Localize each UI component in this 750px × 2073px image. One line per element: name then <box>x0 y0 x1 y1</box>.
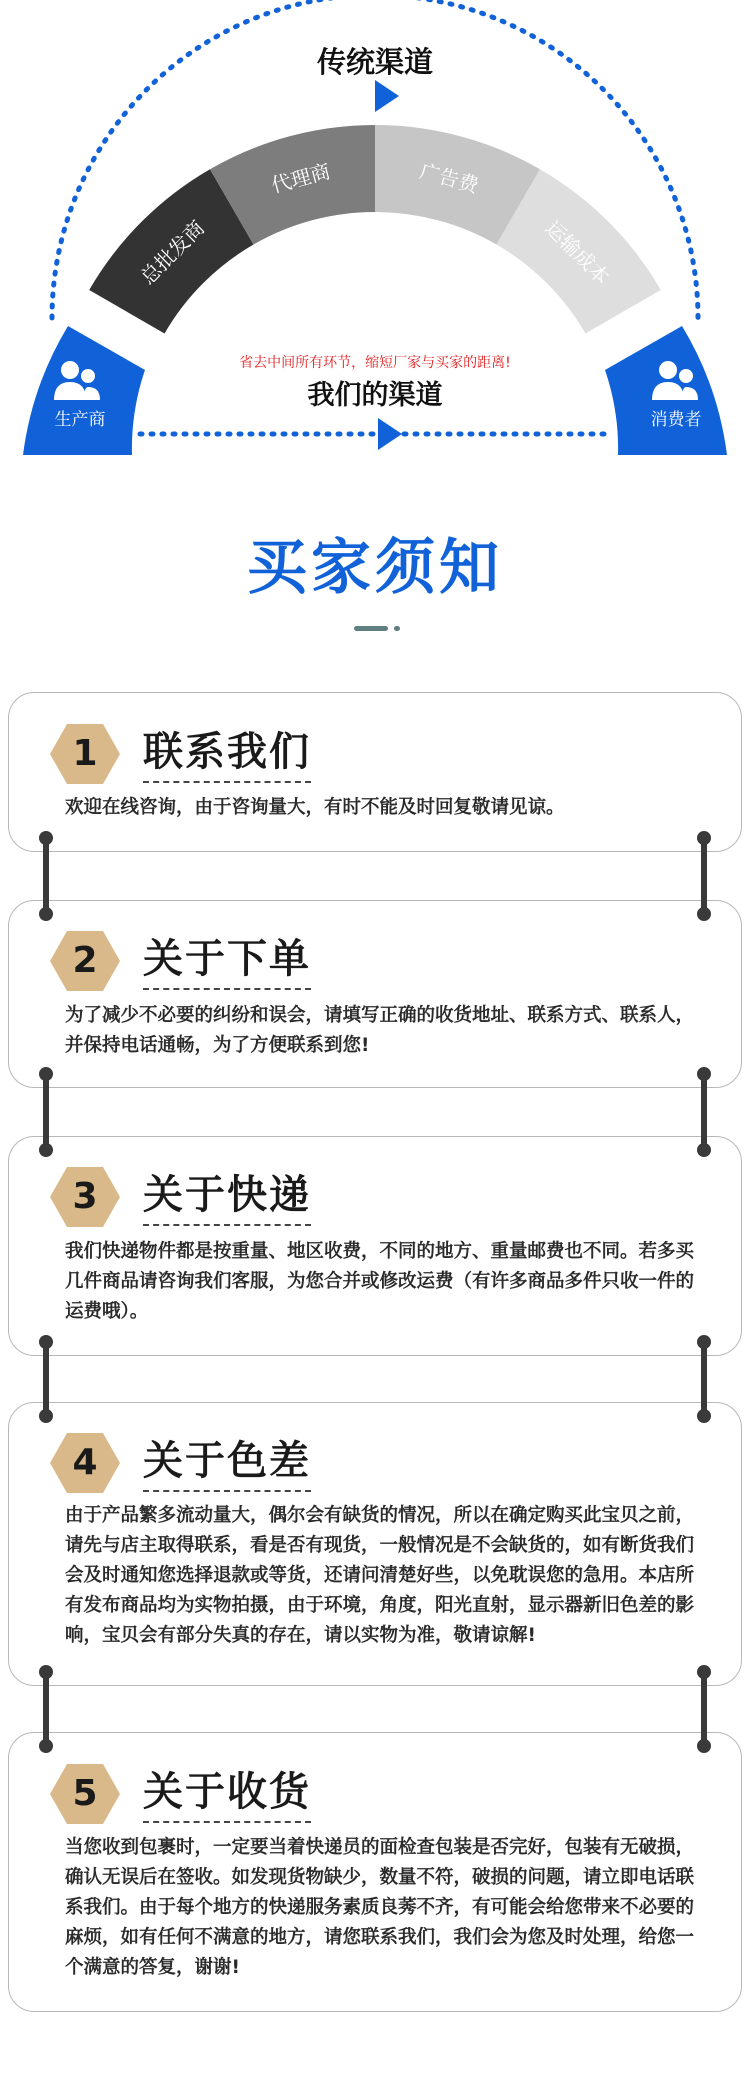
title-underline-dot <box>394 626 400 631</box>
card-connector-left <box>43 838 49 914</box>
producer-label: 生产商 <box>54 410 106 430</box>
segment-label-agent: 代理商 <box>268 158 333 198</box>
card-connector-right <box>701 1672 707 1746</box>
card-body: 由于产品繁多流动量大，偶尔会有缺货的情况，所以在确定购买此宝贝之前，请先与店主取得联系，看是否有现货，一般情况是不会缺货的，如有断货我们会及时通知您选择退款或等货，还请问清楚好些，以免耽误您的急用。本店所有发布商品均为实物拍摄，由于环境，角度，阳光直射，显示器新旧色差的影响，宝贝会有部分失真的存在，请以实物为准，敬请谅解! <box>65 1505 695 1646</box>
card-title: 关于色差 <box>143 1429 311 1492</box>
our-channel-title: 我们的渠道 <box>307 380 443 411</box>
badge-number: 2 <box>72 940 98 981</box>
title-underline <box>354 626 388 631</box>
notice-card-3 <box>8 1136 742 1356</box>
arc-arrow-icon <box>375 80 399 112</box>
connector-dot <box>697 1739 711 1753</box>
connector-dot <box>697 1665 711 1679</box>
traditional-channel-title: 传统渠道 <box>316 45 433 79</box>
segment-label-advertising: 广告费 <box>417 158 482 198</box>
buyer-notice-title: 买家须知 <box>247 533 503 603</box>
connector-dot <box>697 831 711 845</box>
card-connector-right <box>701 838 707 914</box>
connector-dot <box>39 1067 53 1081</box>
number-badge <box>49 1763 121 1825</box>
card-title: 关于下单 <box>143 927 311 990</box>
connector-dot <box>39 907 53 921</box>
badge-number: 1 <box>72 733 98 774</box>
card-body: 我们快递物件都是按重量、地区收费，不同的地方、重量邮费也不同。若多买几件商品请咨询我们客服，为您合并或修改运费（有许多商品多件只收一件的运费哦）。 <box>65 1241 695 1322</box>
notice-card-2 <box>8 900 742 1088</box>
connector-dot <box>39 831 53 845</box>
connector-dot <box>39 1665 53 1679</box>
connector-dot <box>697 1143 711 1157</box>
connector-dot <box>697 1409 711 1423</box>
card-body: 欢迎在线咨询，由于咨询量大，有时不能及时回复敬请见谅。 <box>65 797 565 818</box>
consumer-label: 消费者 <box>650 410 702 430</box>
connector-dot <box>39 1143 53 1157</box>
card-title: 关于快递 <box>143 1163 311 1226</box>
connector-dot <box>39 1739 53 1753</box>
card-connector-left <box>43 1342 49 1416</box>
badge-number: 4 <box>72 1442 98 1483</box>
card-body: 当您收到包裹时，一定要当着快递员的面检查包装是否完好，包装有无破损，确认无误后在签收。如发现货物缺少，数量不符，破损的问题，请立即电话联系我们。由于每个地方的快递服务素质良莠不齐，有可能会给您带来不必要的麻烦，如有任何不满意的地方，请您联系我们，我们会为您及时处理，给您一个满意的答复，谢谢! <box>65 1837 695 1978</box>
number-badge <box>49 1432 121 1494</box>
notice-card-1 <box>8 692 742 852</box>
channel-diagram <box>0 0 750 470</box>
notice-card-4 <box>8 1402 742 1686</box>
card-title: 关于收货 <box>143 1760 311 1823</box>
number-badge <box>49 1166 121 1228</box>
segment-label-transport: 运输成本 <box>540 215 615 290</box>
card-connector-left <box>43 1672 49 1746</box>
segment-label-wholesaler: 总批发商 <box>135 215 210 290</box>
connector-dot <box>697 907 711 921</box>
number-badge <box>49 723 121 785</box>
line-arrow-icon <box>378 418 402 450</box>
card-connector-left <box>43 1074 49 1150</box>
connector-dot <box>697 1067 711 1081</box>
connector-dot <box>39 1409 53 1423</box>
notice-card-5 <box>8 1732 742 2012</box>
connector-dot <box>697 1335 711 1349</box>
number-badge <box>49 930 121 992</box>
slogan-text: 省去中间所有环节，缩短厂家与买家的距离! <box>239 355 511 371</box>
badge-number: 3 <box>72 1176 98 1217</box>
badge-number: 5 <box>72 1773 98 1814</box>
card-title: 联系我们 <box>143 720 311 783</box>
card-connector-right <box>701 1342 707 1416</box>
card-body: 为了减少不必要的纠纷和误会，请填写正确的收货地址、联系方式、联系人，并保持电话通畅，为了方便联系到您! <box>65 1005 695 1056</box>
card-connector-right <box>701 1074 707 1150</box>
connector-dot <box>39 1335 53 1349</box>
